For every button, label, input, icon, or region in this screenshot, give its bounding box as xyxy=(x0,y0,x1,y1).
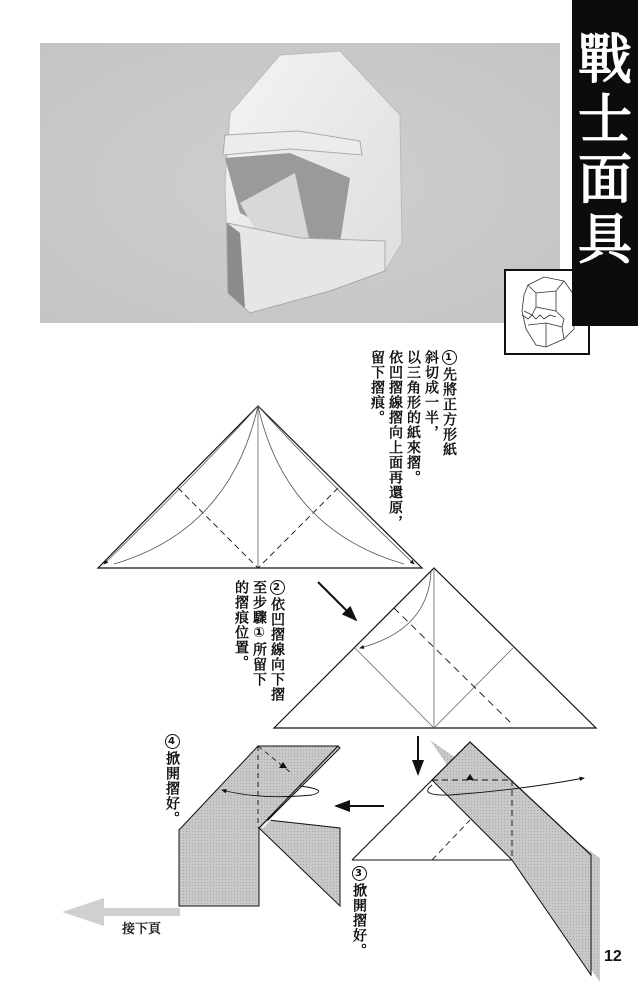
step-1-line-4: 依凹摺線摺向上面再還原， xyxy=(387,350,403,530)
step-number-badge: 1 xyxy=(442,350,457,365)
step-1-line-5: 留下摺痕。 xyxy=(369,350,385,425)
next-page-label[interactable]: 接下頁 xyxy=(122,922,162,937)
step-3-diagram xyxy=(336,736,600,982)
step-4-instructions xyxy=(163,734,181,834)
step-number-badge: 3 xyxy=(352,866,367,881)
page-number: 12 xyxy=(604,948,622,965)
step-1-text-col xyxy=(441,350,457,457)
step-number-badge: 4 xyxy=(165,734,180,749)
step-1-line-3: 以三角形的紙來摺。 xyxy=(405,350,421,485)
title-char: 面 xyxy=(578,148,632,211)
title-char: 戰 xyxy=(578,28,632,91)
step-4-diagram xyxy=(179,746,342,906)
next-page-arrow-icon xyxy=(62,898,180,926)
step-number-badge: 2 xyxy=(270,580,285,595)
step-4-line-1: 掀開摺好。 xyxy=(164,751,180,826)
step-1-instructions xyxy=(368,350,458,550)
step-2-line-3: 的摺痕位置。 xyxy=(233,580,249,670)
step-1-line-1: 先將正方形紙 xyxy=(441,367,457,457)
step-2-line-2: 至步驟①所留下 xyxy=(251,580,267,687)
title-char: 士 xyxy=(578,88,632,151)
title-char: 具 xyxy=(578,208,632,271)
step-1-line-2: 斜切成一半， xyxy=(423,350,439,440)
step-2-instructions xyxy=(232,580,286,720)
step-3-line-1: 掀開摺好。 xyxy=(351,883,367,958)
step-2-line-1: 依凹摺線向下摺 xyxy=(269,597,285,702)
step-3-instructions xyxy=(350,866,368,966)
step-2-diagram xyxy=(274,568,596,728)
